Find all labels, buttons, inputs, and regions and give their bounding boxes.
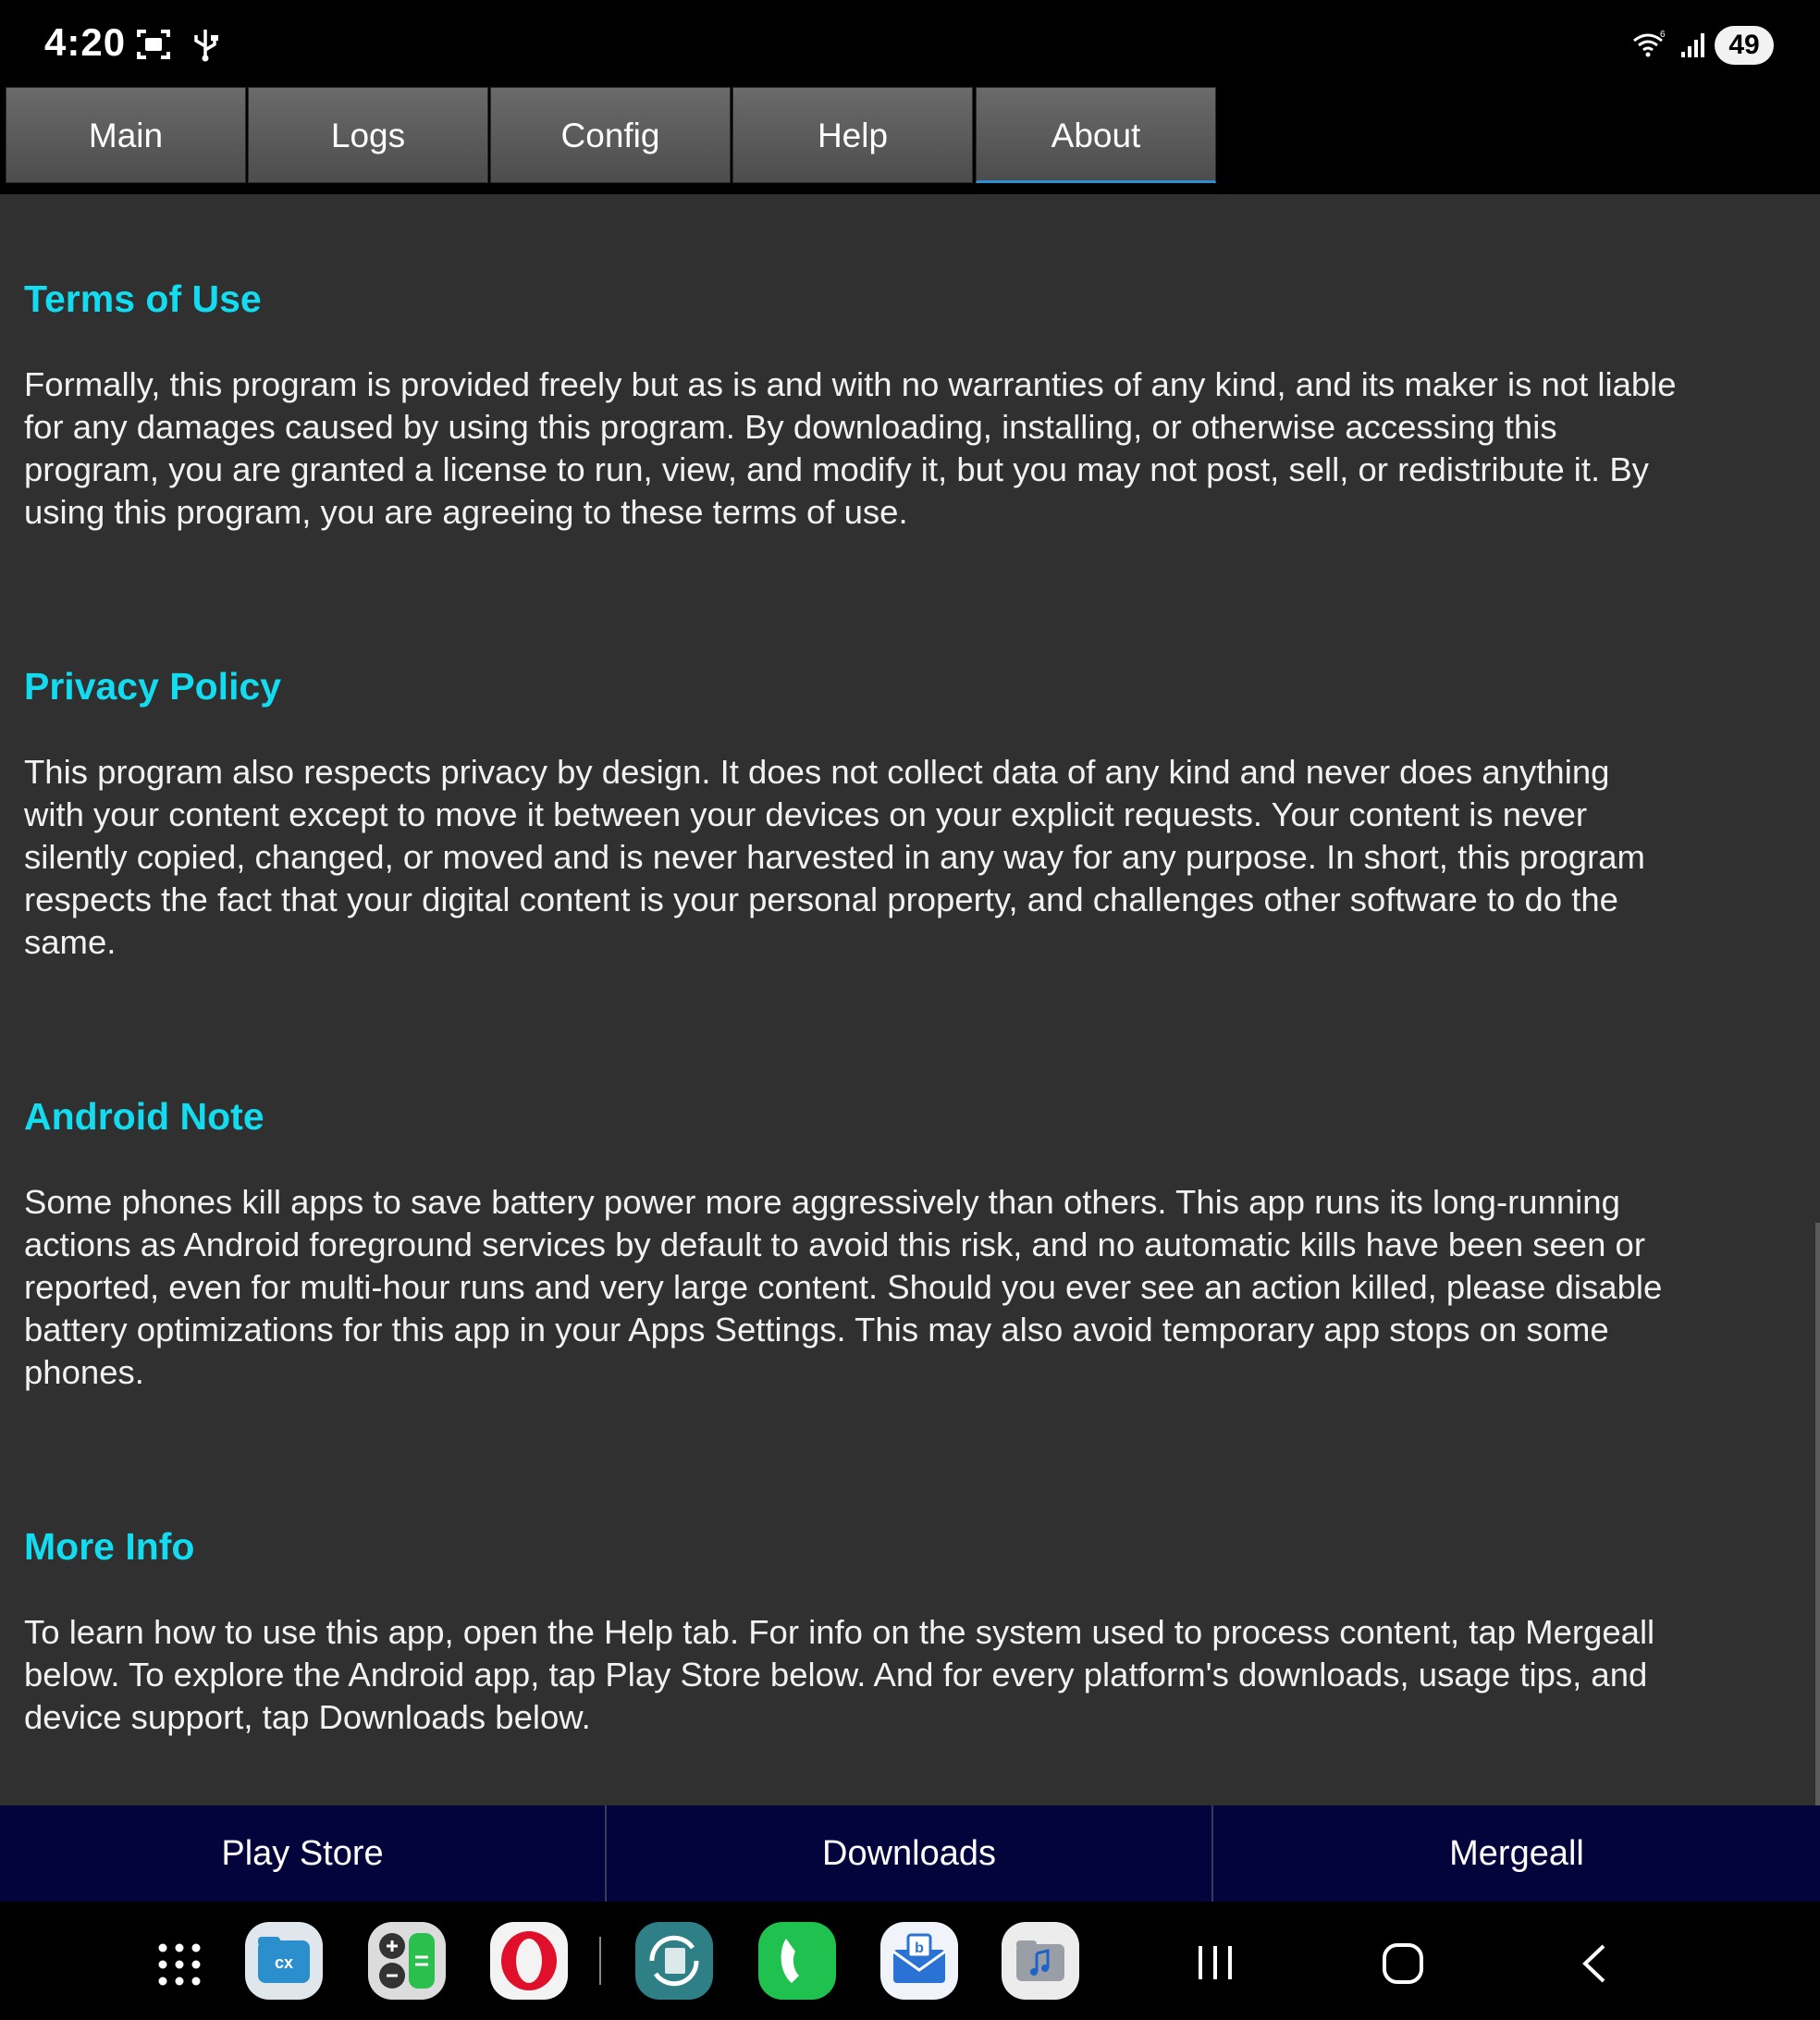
phone-icon[interactable] [758, 1922, 836, 2000]
tab-help[interactable]: Help [732, 87, 973, 183]
text-line: device support, tap Downloads below. [24, 1698, 591, 1736]
tab-about[interactable]: About [976, 87, 1216, 183]
text-line: Formally, this program is provided freely but as is and with no warranties of any kind, and its maker is not liable [24, 365, 1677, 403]
email-icon[interactable] [880, 1922, 958, 2000]
section-body-android-note [24, 1181, 1800, 1394]
usb-icon [187, 26, 224, 63]
section-body-more-info [24, 1611, 1800, 1739]
calculator-icon[interactable] [368, 1922, 446, 2000]
navigation-bar [0, 1902, 1820, 2020]
section-body-privacy [24, 751, 1800, 964]
back-icon[interactable] [1576, 1942, 1613, 1985]
tab-main[interactable]: Main [6, 87, 246, 183]
text-line: respects the fact that your digital content is your personal property, and challenges other software to do the [24, 881, 1618, 918]
link-button-bar [0, 1805, 1820, 1902]
tab-logs[interactable]: Logs [248, 87, 488, 183]
text-line: actions as Android foreground services by default to avoid this risk, and no automatic kills have been seen or [24, 1226, 1645, 1263]
battery-level: 49 [1715, 26, 1774, 65]
text-line: phones. [24, 1353, 144, 1391]
home-icon[interactable] [1382, 1942, 1424, 1985]
svg-text:cx: cx [274, 1953, 294, 1972]
svg-text:6: 6 [1660, 30, 1666, 40]
screenshot-icon [135, 26, 172, 63]
recents-icon[interactable] [1195, 1942, 1236, 1983]
text-line: same. [24, 923, 117, 961]
text-line: program, you are granted a license to run, view, and modify it, but you may not post, sell, or redistribute it. By [24, 450, 1649, 488]
svg-text:b: b [915, 1940, 924, 1956]
music-folder-icon[interactable] [1002, 1922, 1079, 2000]
text-line: with your content except to move it between your devices on your explicit requests. Your content is never [24, 795, 1588, 833]
mergeall-button[interactable]: Mergeall [1449, 1834, 1584, 1873]
app-drawer-icon[interactable] [157, 1942, 202, 1987]
text-line: To learn how to use this app, open the Help tab. For info on the system used to process content, tap Mergeall [24, 1613, 1655, 1651]
status-bar [0, 0, 1820, 87]
text-line: This program also respects privacy by design. It does not collect data of any kind and never does anything [24, 753, 1610, 791]
text-line: silently copied, changed, or moved and is never harvested in any way for any purpose. In short, this program [24, 838, 1645, 876]
text-line: battery optimizations for this app in your Apps Settings. This may also avoid temporary app stops on some [24, 1311, 1609, 1349]
tab-config[interactable]: Config [490, 87, 731, 183]
text-line: for any damages caused by using this program. By downloading, installing, or otherwise accessing this [24, 408, 1557, 446]
opera-browser-icon[interactable] [490, 1922, 568, 2000]
section-body-terms [24, 363, 1800, 534]
play-store-button[interactable]: Play Store [0, 1805, 607, 1902]
about-content[interactable] [0, 194, 1820, 1805]
dock-divider [599, 1937, 601, 1985]
downloads-button[interactable]: Downloads [607, 1805, 1213, 1902]
backup-app-icon[interactable] [635, 1922, 713, 2000]
wifi-icon [1631, 26, 1668, 63]
text-line: Some phones kill apps to save battery power more aggressively than others. This app runs its long-running [24, 1183, 1620, 1221]
scrollbar[interactable] [1815, 1223, 1820, 1805]
signal-icon [1676, 26, 1713, 63]
tab-bar [0, 87, 1820, 194]
text-line: using this program, you are agreeing to these terms of use. [24, 493, 908, 531]
section-title-android-note: Android Note [24, 1095, 264, 1138]
section-title-terms: Terms of Use [24, 277, 262, 320]
status-time: 4:20 [44, 20, 127, 64]
text-line: below. To explore the Android app, tap Play Store below. And for every platform's downloads, usage tips, and [24, 1656, 1648, 1694]
section-title-more-info: More Info [24, 1525, 195, 1568]
cx-file-explorer-icon[interactable] [245, 1922, 323, 2000]
text-line: reported, even for multi-hour runs and very large content. Should you ever see an action killed, please disable [24, 1268, 1663, 1306]
section-title-privacy: Privacy Policy [24, 665, 282, 708]
